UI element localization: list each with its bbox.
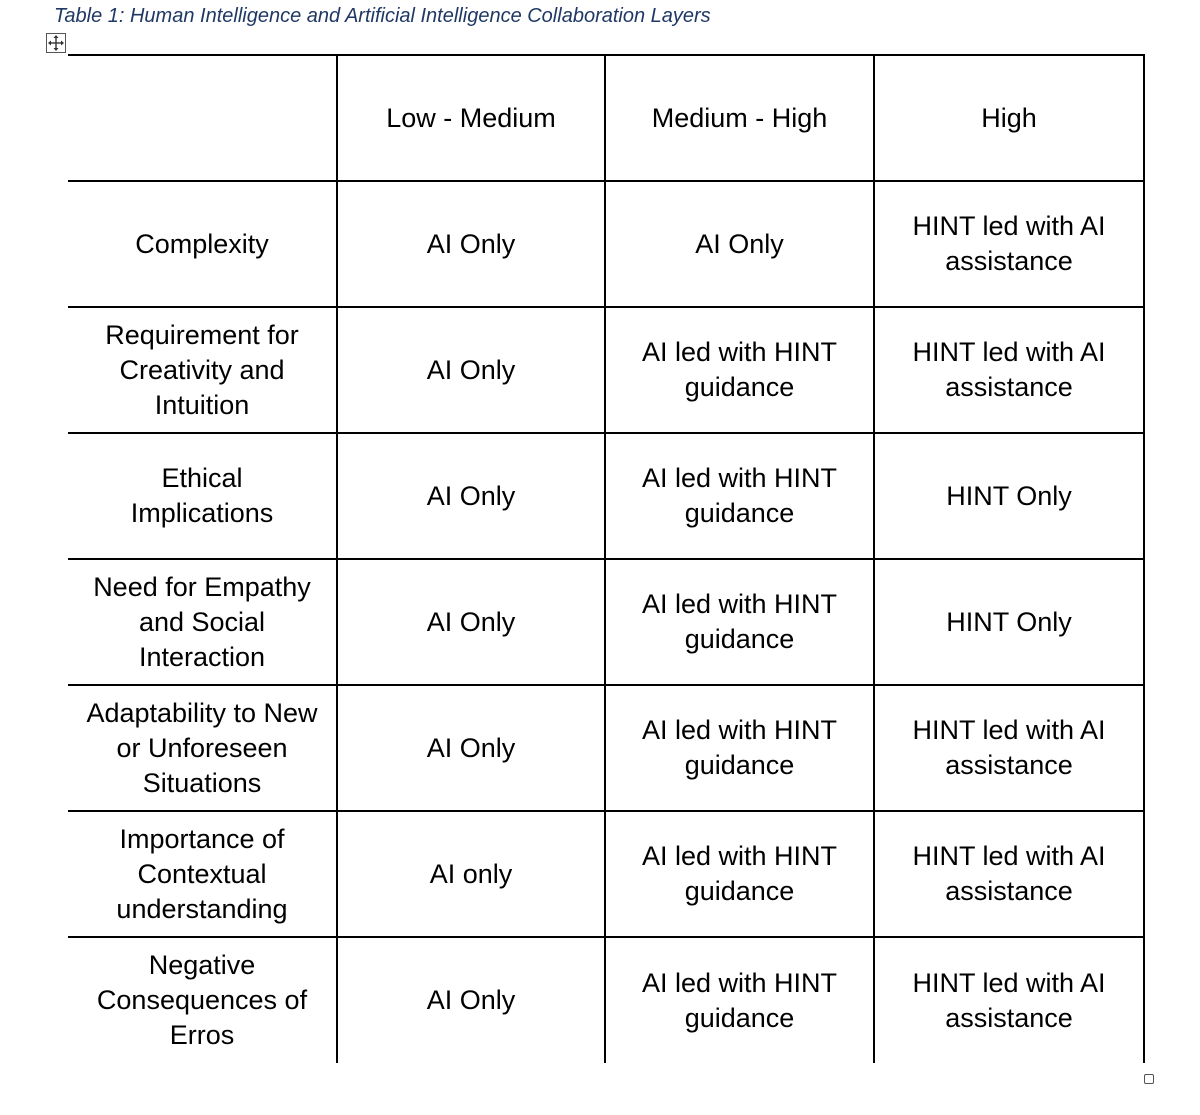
header-cell-low-medium: Low - Medium bbox=[337, 55, 605, 181]
row-label-cell: Requirement for Creativity and Intuition bbox=[68, 307, 337, 433]
header-cell-corner bbox=[68, 55, 337, 181]
row-label-cell: Complexity bbox=[68, 181, 337, 307]
table-cell: AI led with HINT guidance bbox=[605, 433, 874, 559]
move-arrows-icon[interactable] bbox=[46, 33, 66, 53]
row-label-cell: Ethical Implications bbox=[68, 433, 337, 559]
table-row bbox=[68, 307, 1144, 433]
table-cell: AI only bbox=[337, 811, 605, 937]
header-cell-medium-high: Medium - High bbox=[605, 55, 874, 181]
header-cell-high: High bbox=[874, 55, 1144, 181]
table-cell: AI Only bbox=[337, 433, 605, 559]
table-cell: HINT led with AI assistance bbox=[874, 307, 1144, 433]
row-label-cell: Importance of Contextual understanding bbox=[68, 811, 337, 937]
table-cell: AI led with HINT guidance bbox=[605, 937, 874, 1063]
table-cell: HINT led with AI assistance bbox=[874, 811, 1144, 937]
table-cell: AI led with HINT guidance bbox=[605, 685, 874, 811]
table-row bbox=[68, 811, 1144, 937]
table-cell: AI Only bbox=[337, 181, 605, 307]
table-cell: HINT led with AI assistance bbox=[874, 937, 1144, 1063]
table-cell: HINT led with AI assistance bbox=[874, 685, 1144, 811]
table-cell: AI led with HINT guidance bbox=[605, 559, 874, 685]
header-row bbox=[68, 55, 1144, 181]
collaboration-table bbox=[68, 54, 1144, 1063]
table-cell: HINT led with AI assistance bbox=[874, 181, 1144, 307]
table-row bbox=[68, 181, 1144, 307]
table-cell: AI led with HINT guidance bbox=[605, 811, 874, 937]
table-row bbox=[68, 685, 1144, 811]
table-cell: AI led with HINT guidance bbox=[605, 307, 874, 433]
table-caption: Table 1: Human Intelligence and Artificial Intelligence Collaboration Layers bbox=[54, 5, 711, 27]
table-row bbox=[68, 433, 1144, 559]
table-cell: AI Only bbox=[337, 307, 605, 433]
row-label-cell: Adaptability to New or Unforeseen Situations bbox=[68, 685, 337, 811]
table-row bbox=[68, 937, 1144, 1063]
resize-handle-icon[interactable] bbox=[1144, 1074, 1154, 1084]
table-cell: AI Only bbox=[337, 685, 605, 811]
table-cell: AI Only bbox=[337, 559, 605, 685]
row-label-cell: Negative Consequences of Erros bbox=[68, 937, 337, 1063]
table-cell: HINT Only bbox=[874, 559, 1144, 685]
table-cell: AI Only bbox=[605, 181, 874, 307]
table-cell: HINT Only bbox=[874, 433, 1144, 559]
table-cell: AI Only bbox=[337, 937, 605, 1063]
row-label-cell: Need for Empathy and Social Interaction bbox=[68, 559, 337, 685]
table-row bbox=[68, 559, 1144, 685]
